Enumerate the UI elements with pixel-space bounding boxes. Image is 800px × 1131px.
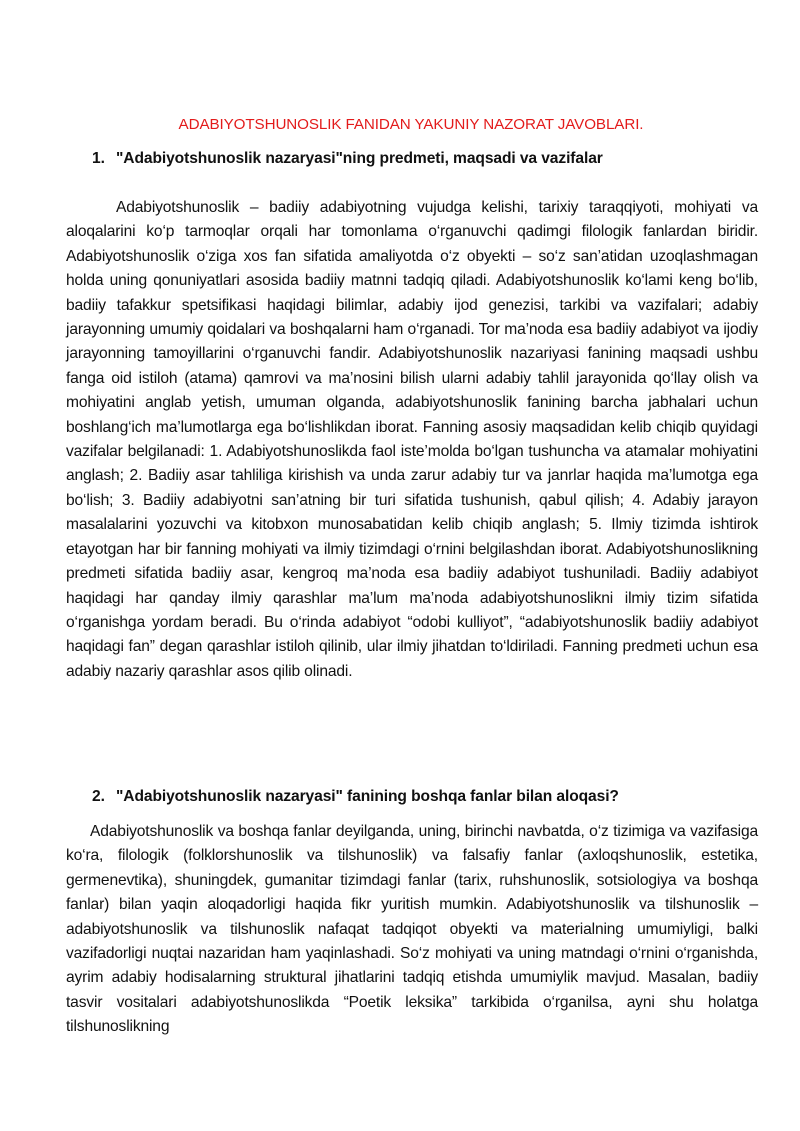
document-title: ADABIYOTSHUNOSLIK FANIDAN YAKUNIY NAZORAT JAVOBLARI.: [178, 116, 644, 133]
section-heading-text-1: "Adabiyotshunoslik nazaryasi"ning predmeti, maqsadi va vazifalar: [116, 150, 603, 167]
section-heading-text-2: "Adabiyotshunoslik nazaryasi" fanining boshqa fanlar bilan aloqasi?: [116, 788, 619, 805]
section-heading-1: [92, 148, 772, 170]
section-heading-2: [92, 786, 772, 808]
section-body-2: Adabiyotshunoslik va boshqa fanlar deyilganda, uning, birinchi navbatda, o‘z tizimiga va vazifasiga ko‘ra, filologik (folklorshunoslik va tilshunoslik) va falsafiy fanlar (axloqshunoslik, estetika, germenevtika), shuningdek, gumanitar tizimdagi fanlar (tarix, ruhshunoslik, sotsiologiya va boshqa fanlar) bilan yaqin aloqadorligi haqida fikr yuritish mumkin. Adabiyotshunoslik va tilshunoslik – adabiyotshunoslik va tilshunoslik nafaqat tadqiqot obyekti va materialning umumiyligi, balki vazifadorligi nuqtai nazaridan ham yaqinlashadi. So‘z mohiyati va uning matndagi o‘rnini o‘rganishda, ayrim adabiy hodisalarning struktural jihatlarini tadqiq etishda umumiylik mavjud. Masalan, badiiy tasvir vositalari adabiyotshunoslikda “Poetik leksika” tarkibida o‘rganilsa, ayni shu holatga tilshunoslikning: [66, 823, 758, 1036]
section-number-2: 2.: [92, 788, 105, 805]
section-number-1: 1.: [92, 150, 105, 167]
section-body-1: Adabiyotshunoslik – badiiy adabiyotning vujudga kelishi, tarixiy taraqqiyoti, mohiyati va aloqalarini ko‘p tarmoqlar orqali har tomonlama o‘rganuvchi qadimgi filologik fanlardan biridir. Adabiyotshunoslik o‘ziga xos fan sifatida amaliyotda o‘z obyekti – so‘z san’atidan uzoqlashmagan holda uning qonuniyatlari asosida badiiy matnni tadqiq qiladi. Adabiyotshunoslik ko‘lami keng bo‘lib, badiiy tafakkur spetsifikasi haqidagi bilimlar, adabiy ijod genezisi, tarkibi va vazifalari; adabiy jarayonning umumiy qoidalari va boshqalarni ham o‘rganadi. Tor ma’noda esa badiiy adabiyot va ijodiy jarayonning tamoyillarini o‘rganuvchi fandir. Adabiyotshunoslik nazariyasi fanining maqsadi ushbu fanga oid istiloh (atama) qamrovi va ma’nosini bilish ularni adabiy tahlil jarayonida qo‘llay olish va mohiyatini anglab yetish, umuman olganda, adabiyotshunoslik fanining barcha jabhalari uchun boshlang‘ich ma’lumotlarga ega bo‘lishlikdan iborat. Fanning asosiy maqsadidan kelib chiqib quyidagi vazifalar belgilanadi: 1. Adabiyotshunoslikda faol iste’molda bo‘lgan tushuncha va atamalar mohiyatini anglash; 2. Badiiy asar tahliliga kirishish va unda zarur adabiy tur va janrlar haqida ma’lumotga ega bo‘lish; 3. Badiiy adabiyotni san’atning bir turi sifatida tushunish, qabul qilish; 4. Adabiy jarayon masalalarini yozuvchi va kitobxon munosabatidan kelib chiqib anglash; 5. Ilmiy tizimda ishtirok etayotgan har bir fanning mohiyati va ilmiy tizimdagi o‘rnini belgilashdan iborat. Adabiyotshunoslikning predmeti sifatida badiiy asar, kengroq ma’noda esa badiiy adabiyot tushuniladi. Badiiy adabiyot haqidagi har qanday ilmiy qarashlar ma’lum ma’noda adabiyotshunoslikni ilmiy tizim sifatida o‘rganishga yordam beradi. Bu o‘rinda adabiyot “odobi kulliyot”, “adabiyotshunoslik badiiy adabiyot haqidagi fan” degan qarashlar istiloh qilinib, ular ilmiy jihatdan to‘ldiriladi. Fanning predmeti uchun esa adabiy nazariy qarashlar asos qilib olinadi.: [66, 199, 758, 680]
